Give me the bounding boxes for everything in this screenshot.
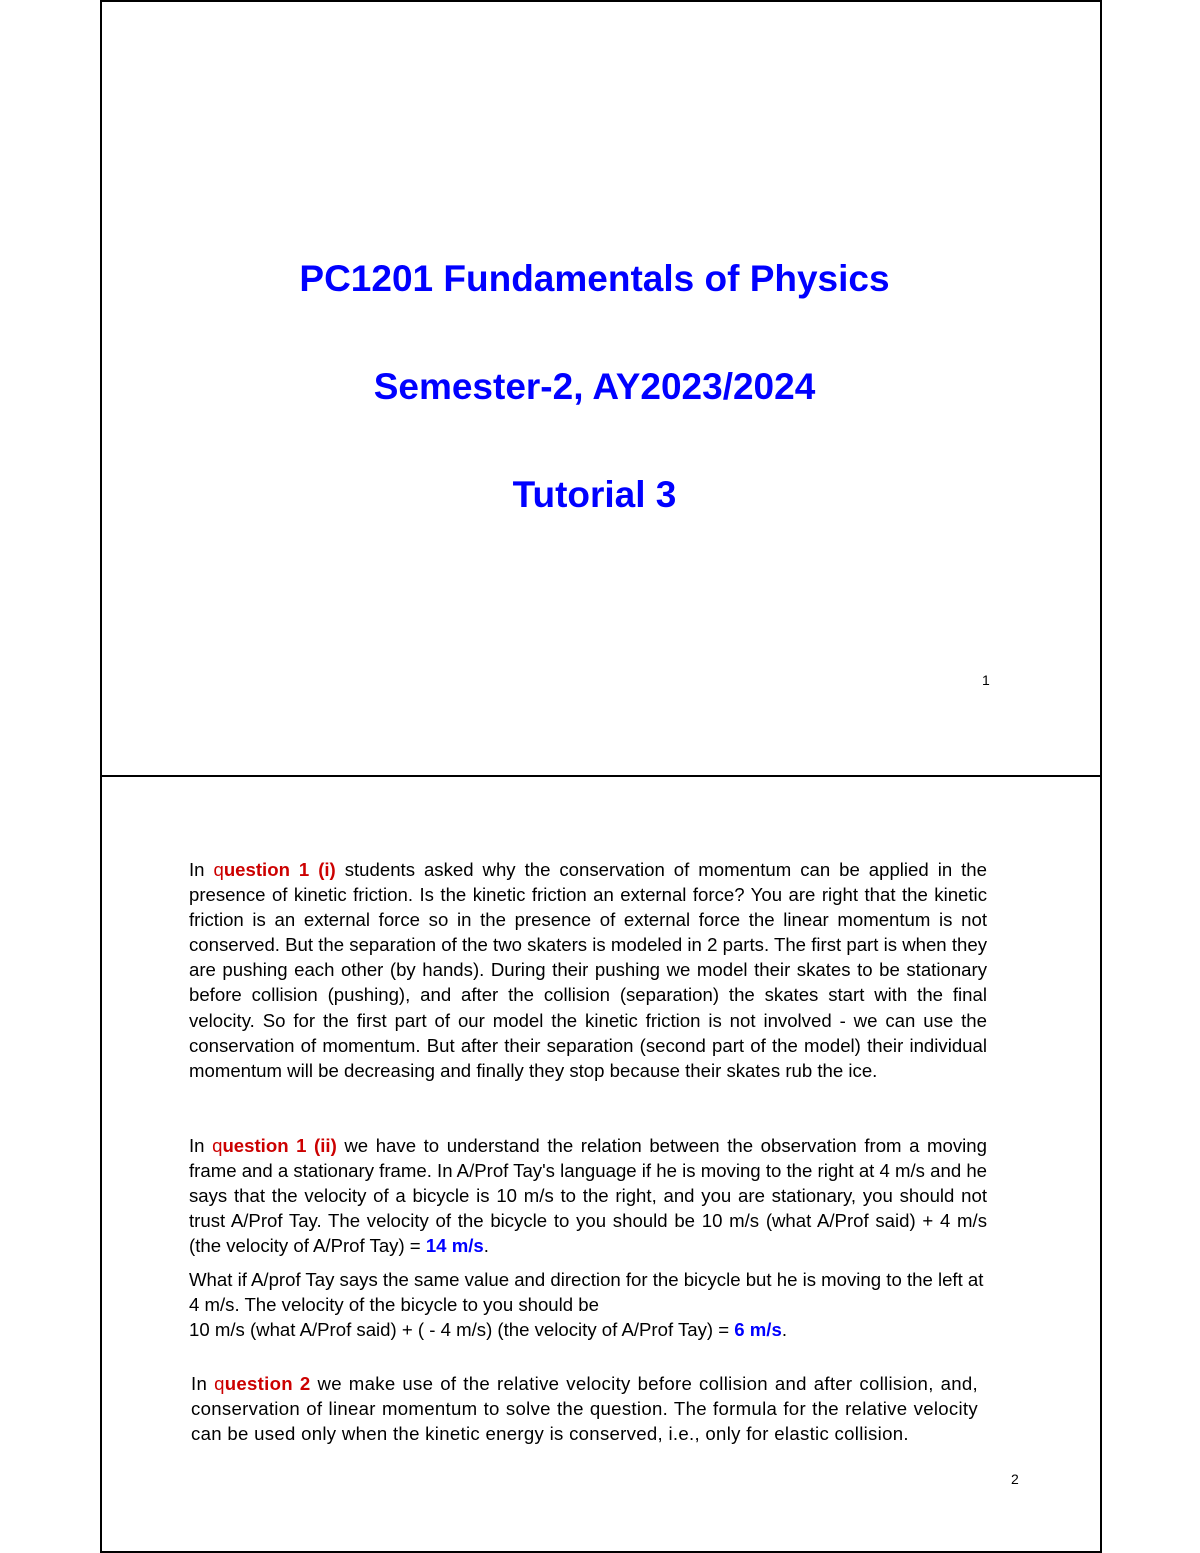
paragraph-text: we make use of the relative velocity before collision and after collision, and, conservation of linear momentum to solve the question. The formula for the relative velocity can be used only when the kinetic energy is conserved, i.e., only for elastic collision.	[191, 1373, 978, 1445]
question-label-initial: q	[213, 859, 224, 880]
paragraph-question-1-ii	[189, 1133, 987, 1258]
page-number: 2	[1011, 1471, 1019, 1487]
paragraph-prefix: In	[189, 1135, 213, 1156]
paragraph-text: students asked why the conservation of momentum can be applied in the presence of kinetic friction. Is the kinetic friction an external force? You are right that the kinetic friction is an external force so in the presence of external force the linear momentum is not conserved. But the separation of the two skaters is modeled in 2 parts. The first part is when they are pushing each other (by hands). During their pushing we model their skates to be stationary before collision (pushing), and after the collision (separation) the skates start with the final velocity. So for the first part of our model the kinetic friction is not involved - we can use the conservation of momentum. But after their separation (second part of the model) their individual momentum will be decreasing and finally they stop because their skates rub the ice.	[189, 859, 987, 1081]
paragraph-prefix: In	[191, 1373, 215, 1394]
answer-value: 6 m/s	[734, 1319, 782, 1341]
paragraph-suffix: .	[483, 1235, 489, 1257]
tutorial-title: Tutorial 3	[512, 474, 677, 515]
slide-2	[100, 775, 1102, 1553]
semester-title: Semester-2, AY2023/2024	[373, 366, 816, 407]
paragraph-prefix: In	[189, 859, 214, 880]
paragraph-suffix: .	[781, 1319, 787, 1341]
paragraph-text: we have to understand the relation between the observation from a moving frame and a stationary frame. In A/Prof Tay's language if he is moving to the right at 4 m/s and he says that the velocity of a bicycle is 10 m/s to the right, and you are stationary, you should not trust A/Prof Tay. The velocity of the bicycle to you should be 10 m/s (what A/Prof said) + 4 m/s (the velocity of A/Prof Tay) =	[189, 1135, 988, 1257]
question-label-initial: q	[212, 1135, 223, 1156]
paragraph-question-2	[191, 1371, 978, 1446]
equation-text: 10 m/s (what A/Prof said) + ( - 4 m/s) (the velocity of A/Prof Tay) =	[189, 1319, 735, 1341]
page-number: 1	[982, 672, 990, 688]
question-label-initial: q	[214, 1373, 225, 1394]
paragraph-moving-left	[189, 1267, 987, 1342]
question-label: uestion 1 (i)	[223, 859, 336, 880]
course-title: PC1201 Fundamentals of Physics	[299, 258, 890, 299]
question-label: uestion 1 (ii)	[222, 1135, 337, 1156]
question-label: uestion 2	[224, 1373, 311, 1394]
paragraph-question-1-i	[189, 857, 987, 1083]
answer-value: 14 m/s	[425, 1235, 484, 1257]
paragraph-text: What if A/prof Tay says the same value and direction for the bicycle but he is moving to the left at 4 m/s. The velocity of the bicycle to you should be	[189, 1269, 984, 1316]
slide-1	[100, 0, 1102, 777]
